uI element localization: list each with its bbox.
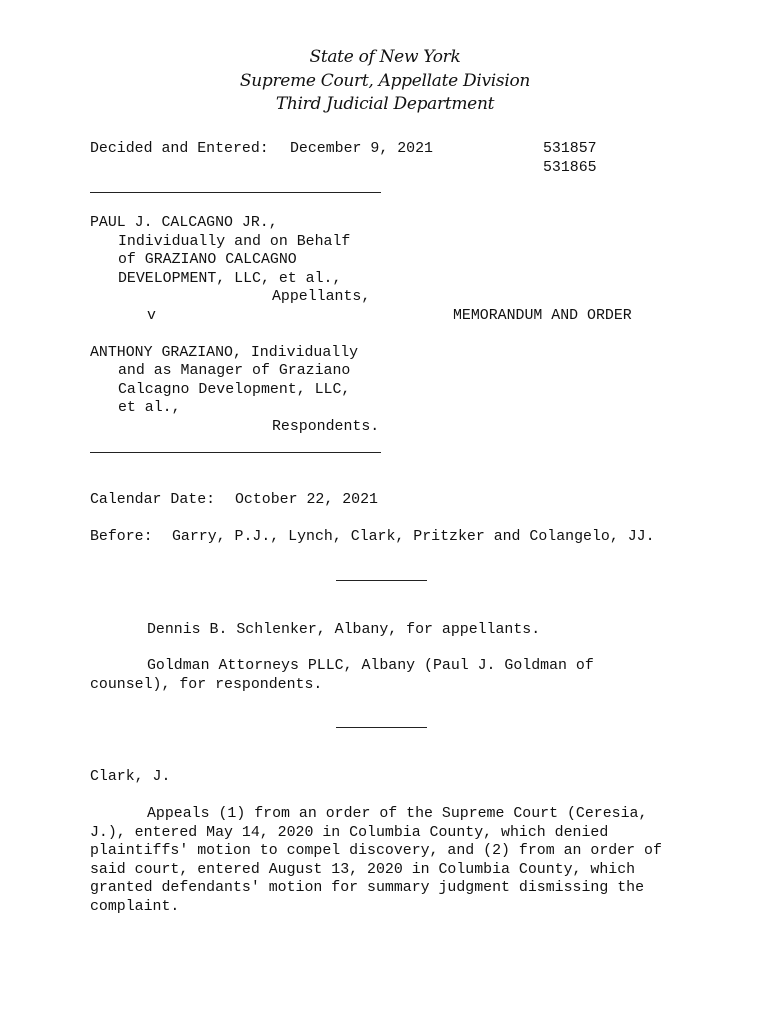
court-name: Supreme Court, Appellate Division — [239, 70, 531, 91]
caption-top-rule — [90, 192, 381, 193]
appellant-line: DEVELOPMENT, LLC, et al., — [118, 270, 342, 287]
opinion-line: J.), entered May 14, 2020 in Columbia County, which denied — [90, 824, 609, 841]
opinion-author: Clark, J. — [90, 769, 171, 785]
caption-bottom-rule — [90, 452, 381, 453]
docket-number-1: 531857 — [543, 141, 597, 157]
court-state: State of New York — [309, 47, 461, 67]
opinion-line: said court, entered August 13, 2020 in Columbia County, which — [90, 861, 636, 878]
court-department: Third Judicial Department — [275, 94, 495, 114]
opinion-line: complaint. — [90, 898, 180, 915]
docket-number-2: 531865 — [543, 159, 597, 176]
calendar-date: October 22, 2021 — [235, 491, 378, 508]
respondent-line: Calcagno Development, LLC, — [118, 381, 351, 398]
appellants-counsel: Dennis B. Schlenker, Albany, for appellants. — [147, 621, 541, 638]
appellant-line: Individually and on Behalf — [118, 233, 351, 250]
appellant-name: PAUL J. CALCAGNO JR., — [90, 215, 278, 231]
opinion-line: granted defendants' motion for summary judgment dismissing the — [90, 880, 645, 896]
appellant-line: of GRAZIANO CALCAGNO — [118, 252, 297, 268]
respondents-counsel-cont: counsel), for respondents. — [90, 676, 323, 693]
respondent-role: Respondents. — [272, 418, 380, 435]
calendar-label: Calendar Date: — [90, 491, 216, 508]
opinion-line: Appeals (1) from an order of the Supreme Court (Ceresia, — [147, 806, 648, 822]
respondent-line: et al., — [118, 400, 181, 416]
respondent-line: and as Manager of Graziano — [118, 363, 351, 379]
appellant-role: Appellants, — [272, 289, 371, 305]
before-label: Before: — [90, 528, 153, 545]
court-header — [0, 46, 770, 117]
decided-label: Decided and Entered: — [90, 141, 269, 157]
section-divider — [336, 727, 427, 728]
decided-date: December 9, 2021 — [290, 141, 433, 157]
respondent-name: ANTHONY GRAZIANO, Individually — [90, 344, 359, 361]
panel-judges: Garry, P.J., Lynch, Clark, Pritzker and Colangelo, JJ. — [172, 528, 655, 545]
document-type: MEMORANDUM AND ORDER — [453, 307, 632, 324]
versus: v — [147, 307, 156, 324]
section-divider — [336, 580, 427, 581]
respondents-counsel: Goldman Attorneys PLLC, Albany (Paul J. Goldman of — [147, 658, 594, 674]
opinion-line: plaintiffs' motion to compel discovery, and (2) from an order of — [90, 843, 662, 859]
